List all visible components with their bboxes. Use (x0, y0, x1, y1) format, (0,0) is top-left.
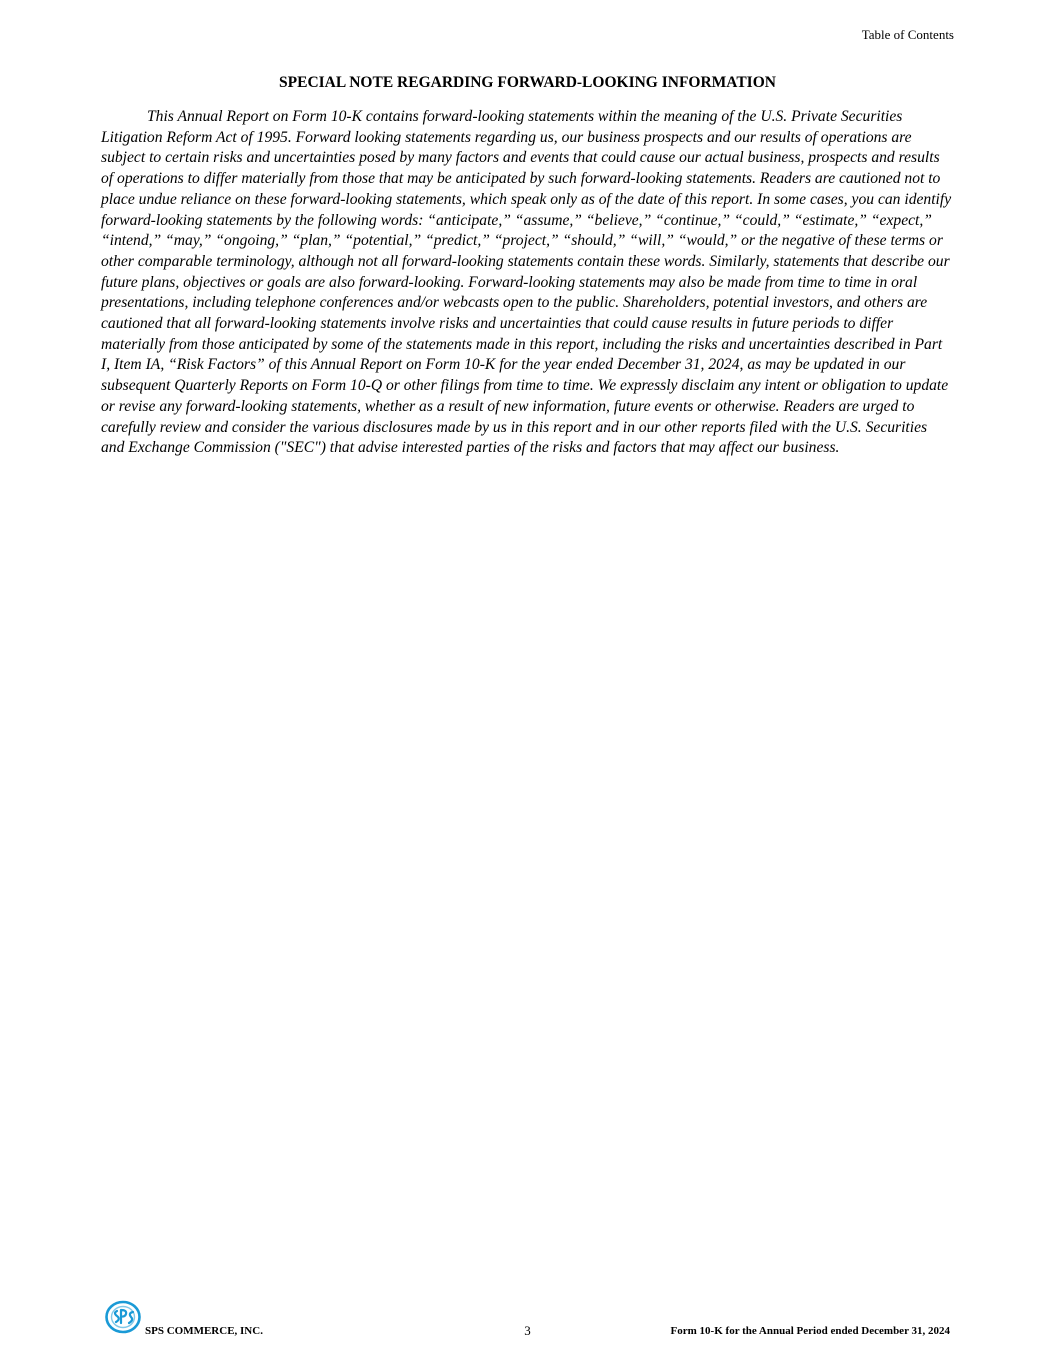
page-number: 3 (524, 1323, 531, 1338)
page-footer (0, 1298, 1055, 1343)
forward-looking-paragraph: This Annual Report on Form 10-K contains forward-looking statements within the meaning of the U.S. Private Securities Litigation Reform Act of 1995. Forward looking statements regarding us, our business prospects and our results of operations are subject to certain risks and uncertainties posed by many factors and events that could cause our actual business, prospects and results of operations to differ materially from those that may be anticipated by such forward-looking statements. Readers are cautioned not to place undue reliance on these forward-looking statements, which speak only as of the date of this report. In some cases, you can identify forward-looking statements by the following words: “anticipate,” “assume,” “believe,” “continue,” “could,” “estimate,” “expect,” “intend,” “may,” “ongoing,” “plan,” “potential,” “predict,” “project,” “should,” “will,” “would,” or the negative of these terms or other comparable terminology, although not all forward-looking statements contain these words. Similarly, statements that describe our future plans, objectives or goals are also forward-looking. Forward-looking statements may also be made from time to time in oral presentations, including telephone conferences and/or webcasts open to the public. Shareholders, potential investors, and others are cautioned that all forward-looking statements involve risks and uncertainties that could cause results in future periods to differ materially from those anticipated by some of the statements made in this report, including the risks and uncertainties described in Part I, Item IA, “Risk Factors” of this Annual Report on Form 10-K for the year ended December 31, 2024, as may be updated in our subsequent Quarterly Reports on Form 10-Q or other filings from time to time. We expressly disclaim any intent or obligation to update or revise any forward-looking statements, whether as a result of new information, future events or otherwise. Readers are urged to carefully review and consider the various disclosures made by us in this report and in our other reports filed with the U.S. Securities and Exchange Commission ("SEC") that advise interested parties of the risks and factors that may affect our business. (101, 108, 952, 457)
footer-company-name: SPS COMMERCE, INC. (145, 1325, 263, 1337)
page-title: SPECIAL NOTE REGARDING FORWARD-LOOKING INFORMATION (279, 74, 776, 91)
table-of-contents-link[interactable]: Table of Contents (861, 27, 954, 42)
footer-form-label: Form 10-K for the Annual Period ended December 31, 2024 (670, 1325, 950, 1337)
